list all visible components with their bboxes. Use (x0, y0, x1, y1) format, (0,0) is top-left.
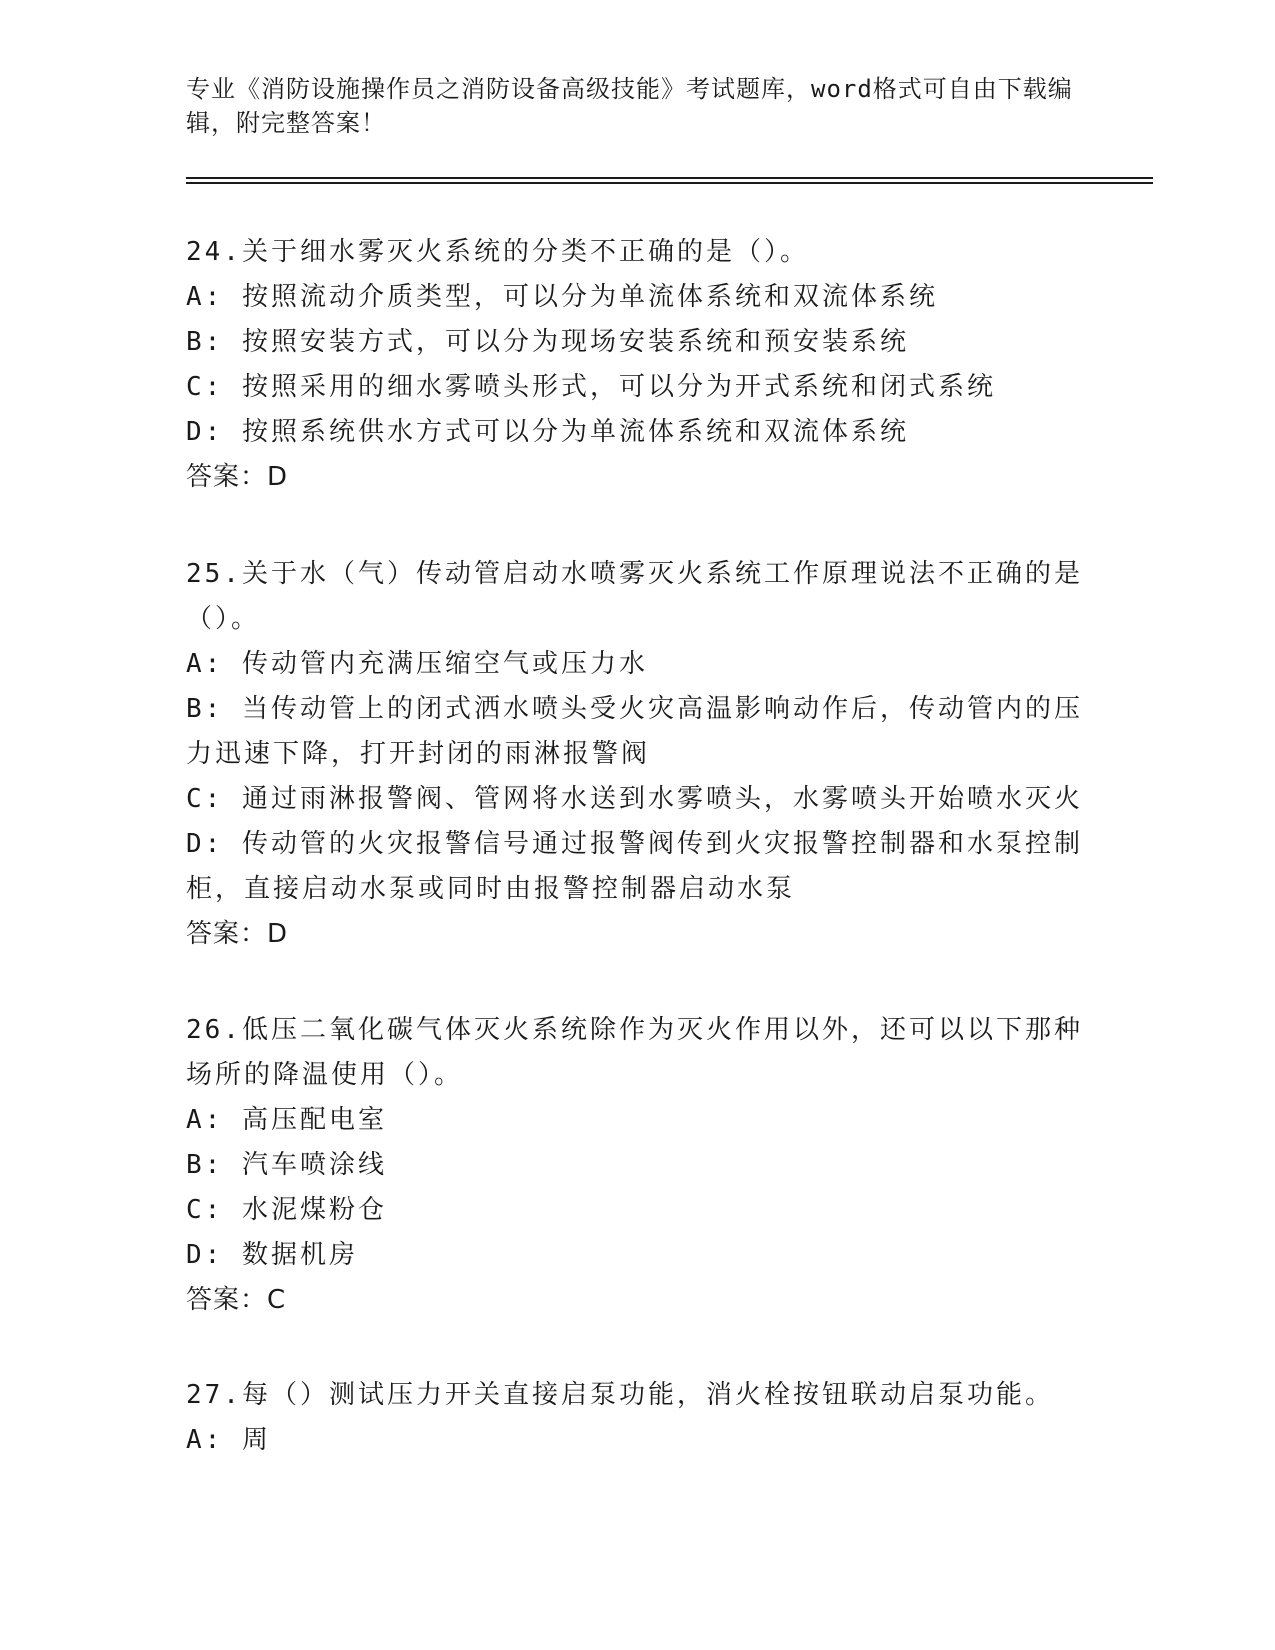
option-d: D: 传动管的火灾报警信号通过报警阀传到火灾报警控制器和水泵控制柜，直接启动水泵或同时由报警控制器启动水泵 (186, 829, 1083, 904)
header-divider-bottom (186, 182, 1153, 184)
option-c: C: 按照采用的细水雾喷头形式，可以分为开式系统和闭式系统 (186, 372, 996, 402)
header-divider-top (186, 177, 1153, 179)
option-a: A: 按照流动介质类型，可以分为单流体系统和双流体系统 (186, 282, 938, 312)
answer: 答案：D (186, 462, 289, 492)
option-d: D: 数据机房 (186, 1240, 358, 1270)
question-25 (186, 552, 1086, 957)
document-header: 专业《消防设施操作员之消防设备高级技能》考试题库，word格式可自由下载编辑，附完整答案！ (186, 75, 1073, 137)
answer: 答案：D (186, 919, 289, 949)
question-stem: 27.每（）测试压力开关直接启泵功能，消火栓按钮联动启泵功能。 (186, 1380, 1054, 1410)
option-b: B: 当传动管上的闭式洒水喷头受火灾高温影响动作后，传动管内的压力迅速下降，打开封闭的雨淋报警阀 (186, 694, 1083, 769)
answer: 答案：C (186, 1285, 287, 1315)
option-b: B: 汽车喷涂线 (186, 1150, 387, 1180)
question-24 (186, 230, 1086, 500)
question-stem: 26.低压二氧化碳气体灭火系统除作为灭火作用以外，还可以以下那种场所的降温使用（）。 (186, 1015, 1083, 1090)
option-a: A: 传动管内充满压缩空气或压力水 (186, 649, 648, 679)
question-27 (186, 1373, 1086, 1463)
option-b: B: 按照安装方式，可以分为现场安装系统和预安装系统 (186, 327, 909, 357)
option-a: A: 周 (186, 1425, 271, 1455)
option-d: D: 按照系统供水方式可以分为单流体系统和双流体系统 (186, 417, 909, 447)
question-stem: 24.关于细水雾灭火系统的分类不正确的是（）。 (186, 237, 809, 267)
question-stem: 25.关于水（气）传动管启动水喷雾灭火系统工作原理说法不正确的是（）。 (186, 559, 1083, 634)
option-c: C: 水泥煤粉仓 (186, 1195, 387, 1225)
question-26 (186, 1008, 1086, 1323)
option-c: C: 通过雨淋报警阀、管网将水送到水雾喷头，水雾喷头开始喷水灭火 (186, 784, 1083, 814)
option-a: A: 高压配电室 (186, 1105, 387, 1135)
